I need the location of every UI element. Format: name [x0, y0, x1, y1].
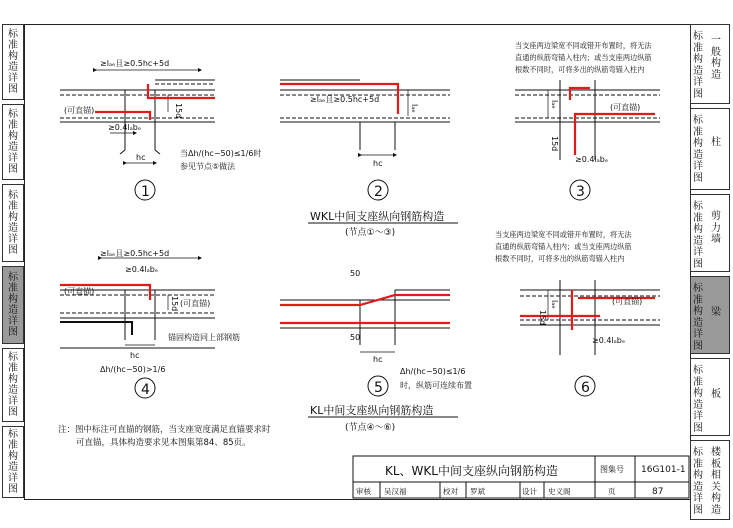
node-1-label: 1 — [141, 184, 150, 200]
d2-lae: lₐₑ — [410, 104, 419, 113]
right-tab-beam[interactable]: 标准构造详图 梁 — [690, 276, 730, 354]
d6-note-3: 根数不同时，可将多出的纵筋弯锚入柱内 — [495, 254, 625, 263]
d3-note-2: 直通的纵筋弯锚入柱内；或当支座两边纵筋 — [515, 53, 652, 62]
right-tab-shear-wall[interactable]: 标准构造详图 剪力墙 — [690, 194, 730, 272]
d4-cond: Δh/(hc−50)>1/6 — [100, 365, 166, 374]
d6-note-1: 当支座两边梁宽不同或错开布置时，将无法 — [495, 230, 632, 239]
atlas-no: 16G101-1 — [641, 465, 686, 475]
d1-cond1: 当Δh/(hc−50)≤1/6时 — [180, 149, 262, 158]
d5-50a: 50 — [350, 269, 361, 278]
d4-straight-left: (可直锚) — [64, 287, 95, 296]
general-note — [58, 424, 278, 450]
page-no: 87 — [652, 487, 664, 497]
designer-name: 史义阁 — [548, 487, 571, 496]
d2-hc: hc — [373, 159, 383, 168]
detail-5 — [280, 290, 450, 352]
d5-cond1: Δh/(hc−50)≤1/6 — [400, 367, 466, 376]
d1-04: ≥0.4lₐbₑ — [108, 123, 142, 132]
d1-top-dim: ≥lₐₑ且≥0.5hc+5d — [100, 59, 170, 68]
wkl-caption: WKL中间支座纵向钢筋构造 — [310, 210, 445, 223]
right-tab-slab-related[interactable]: 标准构造详图 楼板相关构造 — [690, 440, 730, 520]
d6-04: ≥0.4lₐbₑ — [592, 336, 626, 345]
note-line-2: 可直锚，具体构造要求见本图集第84、85页。 — [76, 438, 251, 448]
left-tab-2[interactable]: 标准构造详图 — [2, 104, 24, 180]
node-2-label: 2 — [374, 184, 383, 200]
detail-6-note — [495, 230, 632, 264]
d3-lae: lₐₑ — [550, 100, 559, 109]
d1-hc: hc — [136, 153, 146, 162]
kl-caption: KL中间支座纵向钢筋构造 — [310, 404, 434, 417]
d5-hc: hc — [373, 355, 383, 364]
detail-5-texts — [350, 269, 472, 391]
d4-04: ≥0.4lₐbₑ — [125, 265, 159, 274]
node-6-label: 6 — [581, 380, 590, 396]
node-3-label: 3 — [576, 184, 585, 200]
d3-note-3: 根数不同时，可将多出的纵筋弯锚入柱内 — [515, 65, 645, 74]
wkl-subcaption: (节点①～③) — [345, 228, 396, 238]
d1-cond2: 参见节点⑤做法 — [180, 162, 236, 171]
detail-3-note — [515, 41, 652, 75]
left-tab-1[interactable]: 标准构造详图 — [2, 24, 24, 100]
d3-04: ≥0.4lₐbₑ — [575, 155, 609, 164]
d4-hc: hc — [130, 351, 140, 360]
left-tab-4[interactable]: 标准构造详图 — [2, 266, 24, 344]
d6-15d: 15d — [538, 310, 547, 326]
reviewer-name: 吴汉福 — [384, 487, 407, 496]
title-block-title: KL、WKL中间支座纵向钢筋构造 — [385, 464, 558, 478]
right-tab-column-section[interactable]: 标准构造详图 柱 — [690, 108, 730, 190]
d4-stirrup-note: 锚固构造同上部钢筋 — [168, 333, 240, 342]
d4-top-dim: ≥lₐₑ且≥0.5hc+5d — [100, 249, 170, 258]
note-line-1: 注：图中标注可直锚的钢筋，当支座宽度满足直锚要求时 — [58, 425, 271, 435]
kl-subcaption: (节点④～⑥) — [345, 423, 396, 433]
d1-15d: 15d — [174, 103, 183, 119]
check-label: 校对 — [443, 487, 458, 496]
left-tab-3[interactable]: 标准构造详图 — [2, 184, 24, 262]
detail-5-rebar — [280, 295, 450, 323]
d2-top-dim: ≥lₐₑ且≥0.5hc+5d — [310, 95, 380, 104]
design-label: 设计 — [522, 487, 537, 496]
d4-straight-right: (可直锚) — [180, 299, 211, 308]
detail-2-texts — [310, 95, 419, 168]
node-5-label: 5 — [374, 380, 383, 396]
page-label: 页 — [608, 487, 616, 496]
d3-note-1: 当支座两边梁宽不同或错开布置时，将无法 — [515, 41, 652, 50]
detail-1-texts — [64, 59, 261, 171]
right-tab-general[interactable]: 标准构造详图 一般构造 — [690, 24, 730, 104]
checker-name: 罗斌 — [470, 487, 485, 496]
atlas-label: 图集号 — [600, 465, 624, 474]
detail-2 — [280, 80, 450, 155]
d3-15d: 15d — [550, 136, 559, 152]
detail-4-black-rebar — [60, 322, 132, 335]
detail-4-texts — [64, 249, 240, 374]
right-tab-slab[interactable]: 标准构造详图 板 — [690, 358, 730, 436]
d4-15d: 15d — [170, 296, 179, 312]
d6-lae: lₐₑ — [550, 300, 559, 309]
left-tab-6[interactable]: 标准构造详图 — [2, 426, 24, 498]
d3-straight: (可直锚) — [610, 103, 641, 112]
detail-3 — [515, 80, 660, 160]
d5-cond2: 时，纵筋可连续布置 — [400, 381, 472, 390]
left-tab-5[interactable]: 标准构造详图 — [2, 348, 24, 422]
d5-50b: 50 — [350, 333, 361, 342]
review-label: 审核 — [356, 487, 371, 496]
d1-straight: (可直锚) — [64, 106, 95, 115]
d6-note-2: 直通的纵筋弯锚入柱内；或当支座两边纵筋 — [495, 242, 632, 251]
d6-straight: (可直锚) — [612, 297, 643, 306]
node-4-label: 4 — [141, 382, 150, 398]
